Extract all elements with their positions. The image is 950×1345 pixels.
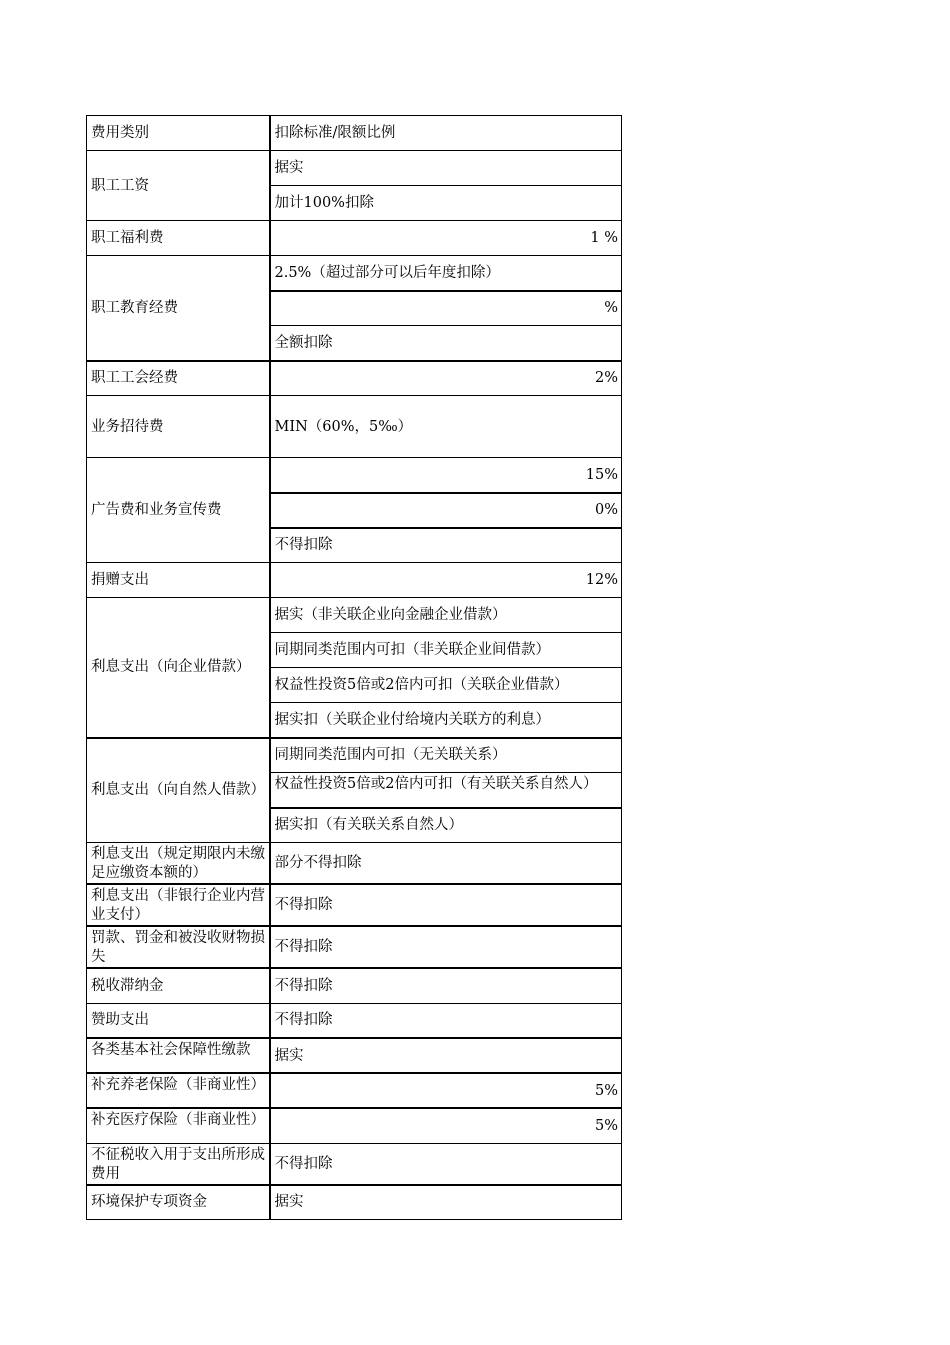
- row-value: 2%: [270, 361, 622, 396]
- row-value: 据实扣（有关联关系自然人）: [270, 808, 622, 843]
- header-standard: 扣除标准/限额比例: [270, 116, 622, 151]
- row-category: 职工工会经费: [87, 361, 270, 396]
- row-category: 职工工资: [87, 151, 270, 221]
- row-category: 业务招待费: [87, 396, 270, 458]
- table-row: [87, 1185, 622, 1220]
- row-value: 15%: [270, 458, 622, 493]
- row-category: 职工福利费: [87, 221, 270, 256]
- row-value: MIN（60%，5‰）: [270, 396, 622, 458]
- row-category: 广告费和业务宣传费: [87, 458, 270, 563]
- table-row: [87, 221, 622, 256]
- row-value: 不得扣除: [270, 1003, 622, 1038]
- row-value: 据实扣（关联企业付给境内关联方的利息）: [270, 703, 622, 738]
- table-row: [87, 1073, 622, 1108]
- row-value: 同期同类范围内可扣（非关联企业间借款）: [270, 633, 622, 668]
- table-row: [87, 968, 622, 1003]
- table-row: [87, 396, 622, 458]
- row-value: 1 %: [270, 221, 622, 256]
- row-value: 不得扣除: [270, 926, 622, 968]
- row-value: 5%: [270, 1073, 622, 1108]
- row-category: 罚款、罚金和被没收财物损失: [87, 926, 270, 968]
- row-category: 利息支出（规定期限内未缴足应缴资本额的）: [87, 843, 270, 885]
- table-row: [87, 738, 622, 773]
- row-value: 5%: [270, 1108, 622, 1143]
- row-value: 全额扣除: [270, 326, 622, 361]
- row-value: 加计100%扣除: [270, 186, 622, 221]
- row-value: 据实（非关联企业向金融企业借款）: [270, 598, 622, 633]
- row-category: 环境保护专项资金: [87, 1185, 270, 1220]
- row-category: 不征税收入用于支出所形成费用: [87, 1143, 270, 1185]
- row-category: 利息支出（向自然人借款）: [87, 738, 270, 843]
- row-category: 补充养老保险（非商业性）: [87, 1073, 270, 1108]
- row-value: 权益性投资5倍或2倍内可扣（有关联关系自然人）: [270, 773, 622, 808]
- row-category: 利息支出（向企业借款）: [87, 598, 270, 738]
- table-row: [87, 598, 622, 633]
- table-row: [87, 1038, 622, 1073]
- row-value: 不得扣除: [270, 968, 622, 1003]
- row-value: 据实: [270, 1185, 622, 1220]
- row-value: 2.5%（超过部分可以后年度扣除）: [270, 256, 622, 291]
- row-value: 据实: [270, 1038, 622, 1073]
- row-category: 利息支出（非银行企业内营业支付）: [87, 884, 270, 926]
- row-value: %: [270, 291, 622, 326]
- row-value: 权益性投资5倍或2倍内可扣（关联企业借款）: [270, 668, 622, 703]
- deduction-table-sheet: [86, 115, 621, 1220]
- table-row: [87, 361, 622, 396]
- row-category: 职工教育经费: [87, 256, 270, 361]
- table-row: [87, 1108, 622, 1143]
- row-category: 补充医疗保险（非商业性）: [87, 1108, 270, 1143]
- table-header-row: [87, 116, 622, 151]
- table-row: [87, 843, 622, 885]
- row-category: 税收滞纳金: [87, 968, 270, 1003]
- row-value: 不得扣除: [270, 884, 622, 926]
- row-value: 据实: [270, 151, 622, 186]
- row-category: 赞助支出: [87, 1003, 270, 1038]
- row-category: 各类基本社会保障性缴款: [87, 1038, 270, 1073]
- row-value: 不得扣除: [270, 528, 622, 563]
- deduction-standards-table: [86, 115, 622, 1220]
- table-row: [87, 151, 622, 186]
- row-value: 同期同类范围内可扣（无关联关系）: [270, 738, 622, 773]
- header-category: 费用类别: [87, 116, 270, 151]
- table-row: [87, 1003, 622, 1038]
- table-row: [87, 926, 622, 968]
- table-row: [87, 884, 622, 926]
- row-value: 12%: [270, 563, 622, 598]
- row-category: 捐赠支出: [87, 563, 270, 598]
- row-value: 不得扣除: [270, 1143, 622, 1185]
- table-row: [87, 458, 622, 493]
- row-value: 0%: [270, 493, 622, 528]
- row-value: 部分不得扣除: [270, 843, 622, 885]
- table-row: [87, 256, 622, 291]
- table-row: [87, 1143, 622, 1185]
- table-row: [87, 563, 622, 598]
